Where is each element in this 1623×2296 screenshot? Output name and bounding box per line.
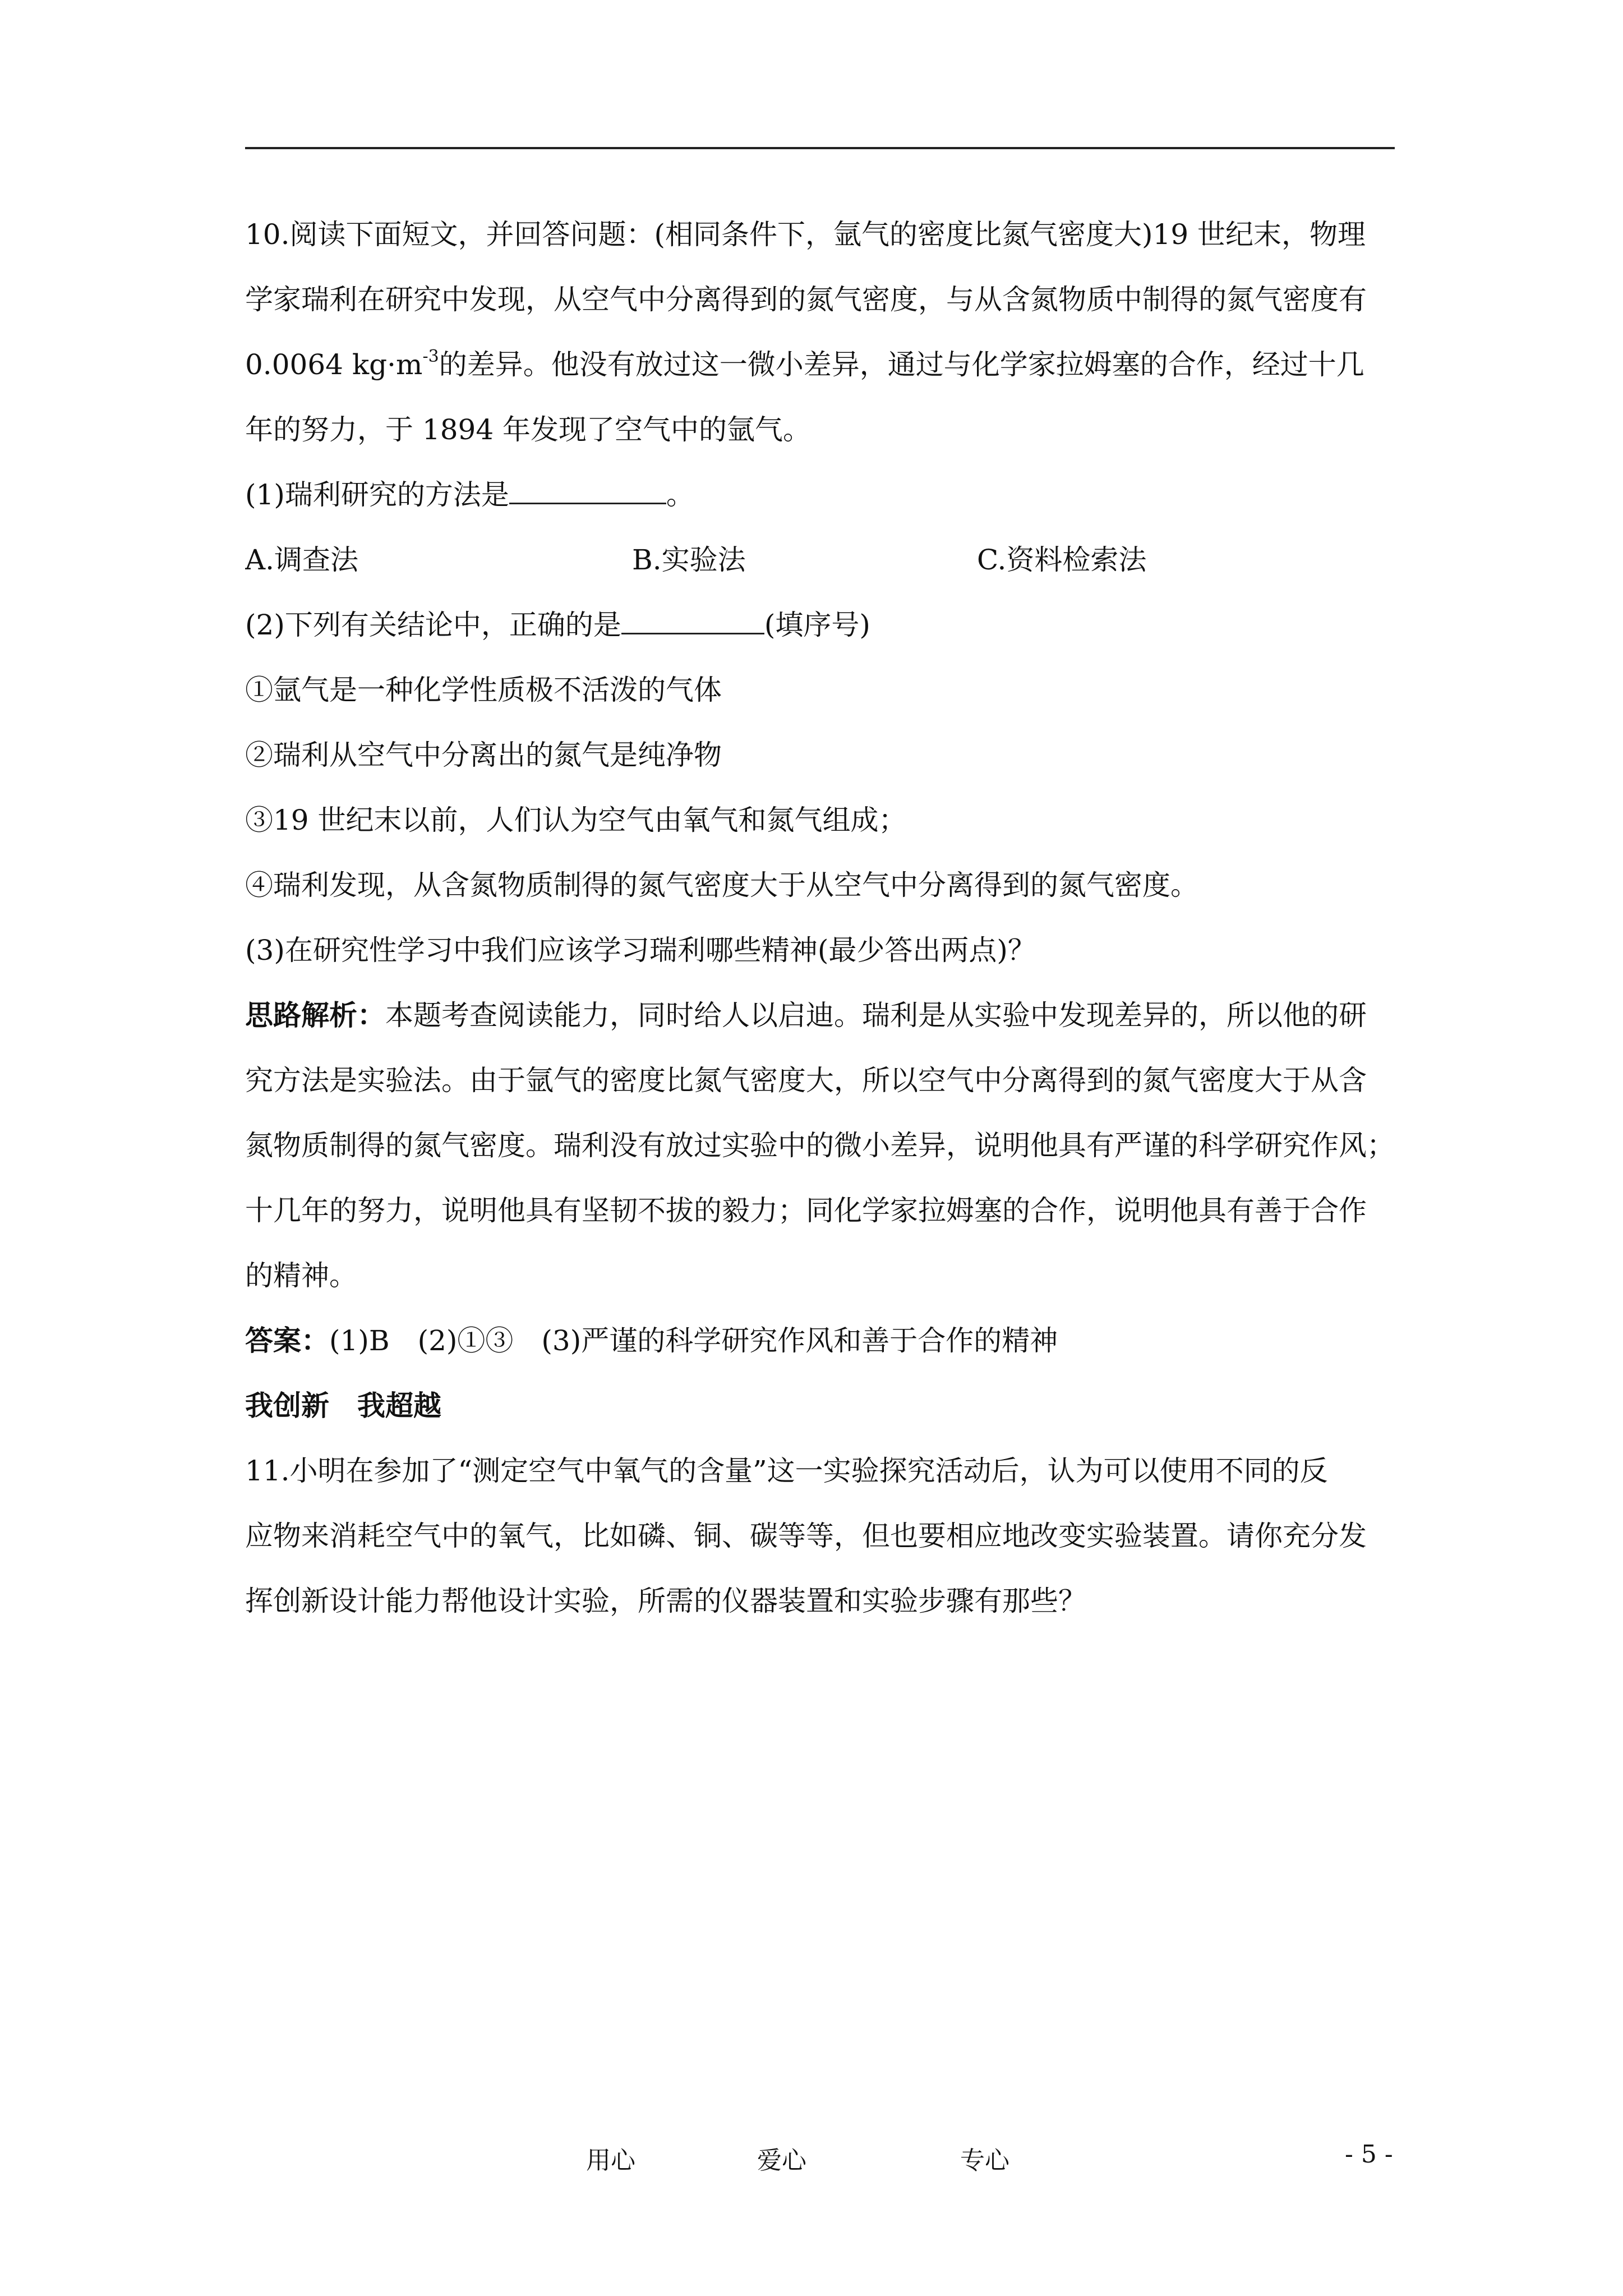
q10-sub3: (3)在研究性学习中我们应该学习瑞利哪些精神(最少答出两点)？ <box>245 934 1036 967</box>
q10-stem-line-3 <box>245 332 1395 397</box>
answer-text: (1)B (2)①③ (3)严谨的科学研究作风和善于合作的精神 <box>329 1324 1058 1357</box>
q10-sub1-prompt: (1)瑞利研究的方法是 <box>245 478 509 511</box>
section-title: 我创新 我超越 <box>245 1389 441 1422</box>
analysis-line-2: 究方法是实验法。由于氩气的密度比氮气密度大，所以空气中分离得到的氮气密度大于从含 <box>245 1064 1367 1097</box>
option-a: A.调查法 <box>245 544 359 576</box>
page-content <box>245 202 1395 1634</box>
analysis-line-5: 的精神。 <box>245 1259 357 1292</box>
q10-sub1-end: 。 <box>666 478 694 511</box>
header-rule <box>245 147 1395 149</box>
density-exponent: -3 <box>422 347 439 366</box>
option-c: C.资料检索法 <box>977 544 1147 576</box>
q10-stem-line-2: 学家瑞利在研究中发现，从空气中分离得到的氮气密度，与从含氮物质中制得的氮气密度有 <box>245 283 1367 316</box>
footer-slogan-1: 用心 <box>586 2146 635 2175</box>
answer-blank[interactable] <box>621 608 764 634</box>
statement-3: ③19 世纪末以前，人们认为空气由氧气和氮气组成； <box>245 804 907 836</box>
analysis-text: 本题考查阅读能力，同时给人以启迪。瑞利是从实验中发现差异的，所以他的研 <box>385 999 1367 1032</box>
analysis-line-3: 氮物质制得的氮气密度。瑞利没有放过实验中的微小差异，说明他具有严谨的科学研究作风； <box>245 1129 1395 1162</box>
q11-line-1: 11.小明在参加了“测定空气中氧气的含量”这一实验探究活动后，认为可以使用不同的反 <box>245 1455 1328 1487</box>
q11-line-3: 挥创新设计能力帮他设计实验，所需的仪器装置和实验步骤有那些？ <box>245 1585 1086 1617</box>
q10-sub1 <box>245 462 1395 527</box>
q10-stem-line-3-rest: 的差异。他没有放过这一微小差异，通过与化学家拉姆塞的合作，经过十几 <box>439 348 1364 381</box>
option-b: B.实验法 <box>632 544 746 576</box>
q10-sub1-options <box>245 527 1395 592</box>
footer-slogan-2: 爱心 <box>757 2146 806 2175</box>
q10-sub2 <box>245 592 1395 657</box>
analysis-label: 思路解析： <box>245 999 385 1032</box>
q11-line-2: 应物来消耗空气中的氧气，比如磷、铜、碳等等，但也要相应地改变实验装置。请你充分发 <box>245 1520 1367 1552</box>
page-footer <box>0 2140 1623 2179</box>
analysis-line-4: 十几年的努力，说明他具有坚韧不拔的毅力；同化学家拉姆塞的合作，说明他具有善于合作 <box>245 1194 1367 1227</box>
analysis-line-1 <box>245 983 1395 1048</box>
statement-1: ①氩气是一种化学性质极不活泼的气体 <box>245 674 722 706</box>
q10-sub2-end: (填序号) <box>764 609 870 641</box>
q10-stem-line-1: 10.阅读下面短文，并回答问题：(相同条件下，氩气的密度比氮气密度大)19 世纪末，物理 <box>245 218 1366 251</box>
answer-line <box>245 1308 1395 1373</box>
answer-label: 答案： <box>245 1324 329 1357</box>
page-number: - 5 - <box>1345 2140 1393 2169</box>
statement-4: ④瑞利发现，从含氮物质制得的氮气密度大于从空气中分离得到的氮气密度。 <box>245 869 1198 901</box>
answer-blank[interactable] <box>509 478 666 504</box>
footer-slogan-3: 专心 <box>960 2146 1009 2175</box>
q10-stem-line-4: 年的努力，于 1894 年发现了空气中的氩气。 <box>245 413 811 446</box>
density-value: 0.0064 kg·m <box>245 348 423 381</box>
statement-2: ②瑞利从空气中分离出的氮气是纯净物 <box>245 739 722 771</box>
q10-sub2-prompt: (2)下列有关结论中，正确的是 <box>245 609 621 641</box>
